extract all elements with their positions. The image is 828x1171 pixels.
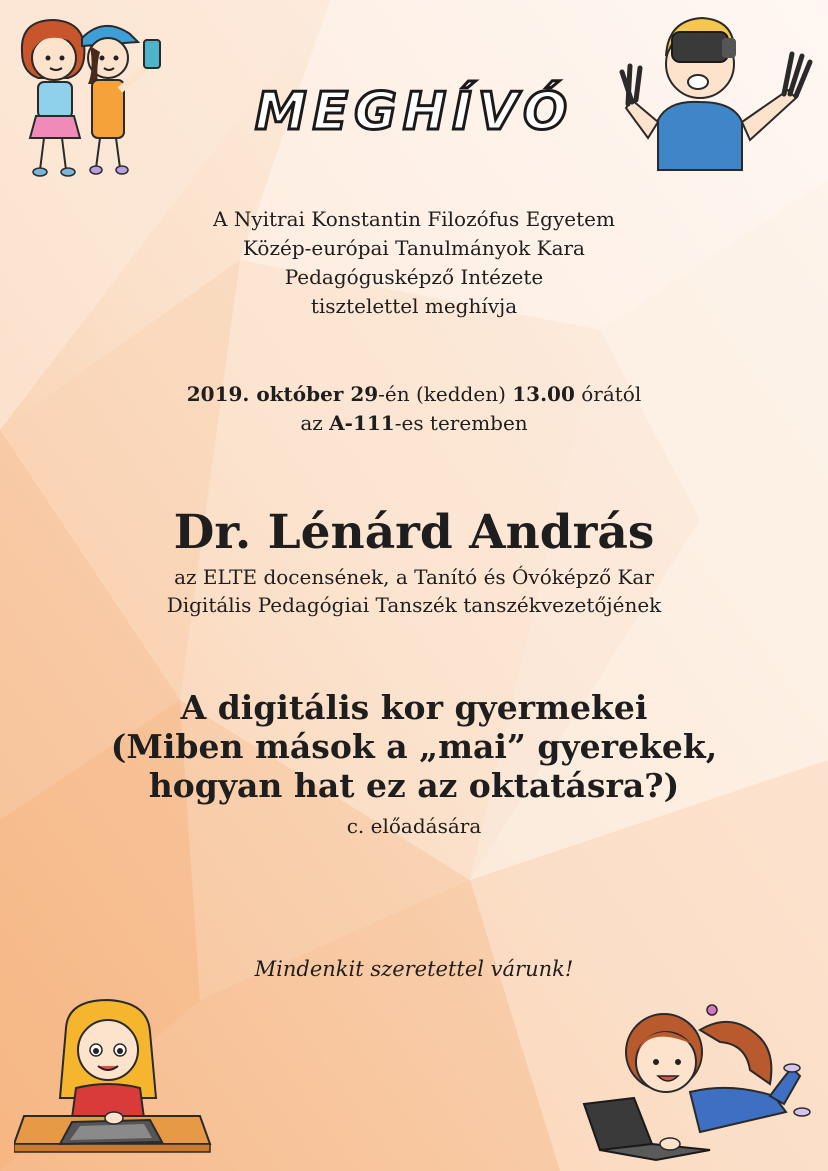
institution-line: Közép-európai Tanulmányok Kara — [243, 236, 585, 260]
kids-selfie-illustration — [8, 12, 178, 177]
talk-title-line: hogyan hat ez az oktatásra?) — [148, 766, 680, 805]
speaker-description — [0, 563, 828, 619]
event-room-suffix: -es teremben — [394, 411, 528, 435]
event-time: 13.00 — [512, 382, 575, 406]
vr-headset-boy-illustration — [618, 10, 818, 180]
girl-laptop-illustration — [580, 1004, 816, 1164]
event-room: A-111 — [329, 411, 395, 435]
girl-tablet-illustration — [14, 998, 214, 1160]
event-details — [0, 380, 828, 438]
event-date-line — [0, 380, 828, 409]
event-time-suffix: órától — [574, 382, 642, 406]
talk-title-line: (Miben mások a „mai” gyerekek, — [110, 727, 718, 766]
institution-line: tisztelettel meghívja — [310, 294, 518, 318]
event-date: 2019. október 29 — [186, 382, 379, 406]
event-room-prefix: az — [300, 411, 330, 435]
speaker-desc-line: az ELTE docensének, a Tanító és Óvóképző Kar — [174, 565, 654, 589]
page-title: MEGHÍVÓ — [254, 82, 574, 142]
speaker-name: Dr. Lénárd András — [173, 505, 655, 560]
event-room-line — [0, 409, 828, 438]
title-block — [244, 80, 584, 144]
institution-line: A Nyitrai Konstantin Filozófus Egyetem — [213, 207, 615, 231]
institution-block — [0, 205, 828, 321]
talk-title — [0, 688, 828, 805]
event-day: -én (kedden) — [378, 382, 513, 406]
talk-note: c. előadására — [346, 814, 482, 838]
talk-title-line: A digitális kor gyermekei — [180, 688, 648, 727]
institution-line: Pedagógusképző Intézete — [284, 265, 544, 289]
closing-text: Mindenkit szeretettel várunk! — [254, 957, 574, 981]
speaker-desc-line: Digitális Pedagógiai Tanszék tanszékvezetőjének — [166, 593, 662, 617]
